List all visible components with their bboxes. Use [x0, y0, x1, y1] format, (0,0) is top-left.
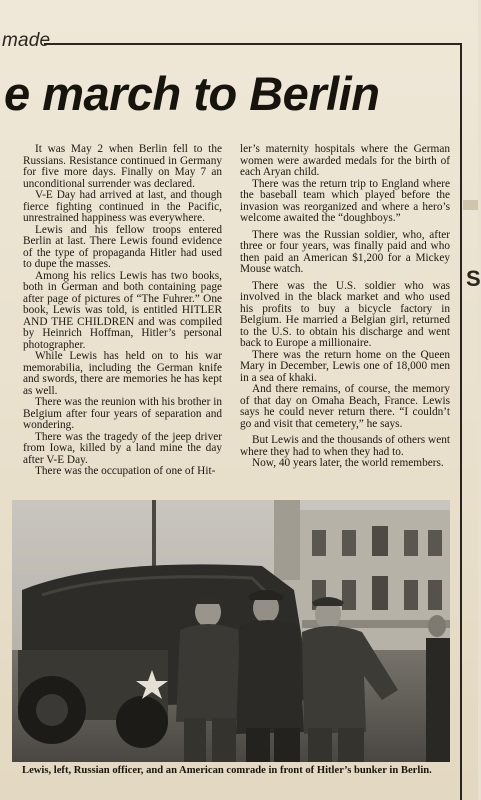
paragraph: While Lewis has held on to his war memorabilia, including the German knife and swords, there are memories he has kept as well. [23, 350, 222, 397]
paragraph: And there remains, of course, the memory of that day on Omaha Beach, France. Lewis says he could never return there. “I couldn’t go and visit that cemetery,” he says. [240, 383, 450, 430]
paragraph: But Lewis and the thousands of others went where they had to when they had to. [240, 434, 450, 458]
headline: e march to Berlin [4, 67, 380, 120]
historic-photo [12, 500, 450, 762]
photo-illustration [12, 500, 450, 762]
paragraph: There was the tragedy of the jeep driver from Iowa, killed by a land mine the day after V-E Day. [23, 430, 222, 466]
paragraph: V-E Day had arrived at last, and though fierce fighting continued in the Pacific, unrestrained happiness was everywhere. [23, 189, 222, 224]
article-right-column [240, 144, 450, 470]
paragraph: There was the return trip to England where the baseball team which played before the invasion was reorganized and where a hero’s welcome awaited the “doughboys.” [240, 177, 450, 224]
paragraph: There was the reunion with his brother in Belgium after four years of separation and wondering. [23, 396, 222, 431]
paragraph: ler’s maternity hospitals where the German women were awarded medals for the birth of each Aryan child. [240, 143, 450, 178]
paragraph: It was May 2 when Berlin fell to the Russians. Resistance continued in Germany for five more days. Finally on May 7 an unconditional surrender was declared. [23, 143, 222, 190]
paragraph: There was the occupation of one of Hit- [35, 465, 216, 477]
paragraph: Lewis and his fellow troops entered Berlin at last. There Lewis found evidence of the type of propaganda Hitler had used to dupe the masses. [23, 223, 222, 270]
paragraph: Among his relics Lewis has two books, both in German and both containing page after page of pictures of “The Fuhrer.” One book, Lewis was told, is entitled HITLER AND THE CHILDREN and was compiled by Heinrich Hoffman, Hitler’s personal photographer. [23, 269, 222, 351]
paragraph: Now, 40 years later, the world remembers. [252, 457, 444, 469]
section-kicker: made [2, 30, 51, 51]
paragraph: There was the U.S. soldier who was involved in the black market and who used his profits to buy a bicycle factory in Belgium. He married a Belgian girl, returned to the U.S. to obtain his discharge and went back to Europe a millionaire. [240, 279, 450, 349]
article-left-column [23, 144, 222, 478]
paragraph: There was the return home on the Queen Mary in December, Lewis one of 18,000 men in a sea of khaki. [240, 348, 450, 384]
paragraph: There was the Russian soldier, who, after three or four years, was finally paid and who then paid an American $1,200 for a Mickey Mouse watch. [240, 228, 450, 275]
margin-letter: S [466, 266, 481, 291]
top-rule [44, 43, 462, 45]
edge-fold [463, 200, 478, 210]
photo-caption: Lewis, left, Russian officer, and an American comrade in front of Hitler’s bunker in Berlin. [22, 765, 432, 776]
right-rule [460, 43, 462, 800]
